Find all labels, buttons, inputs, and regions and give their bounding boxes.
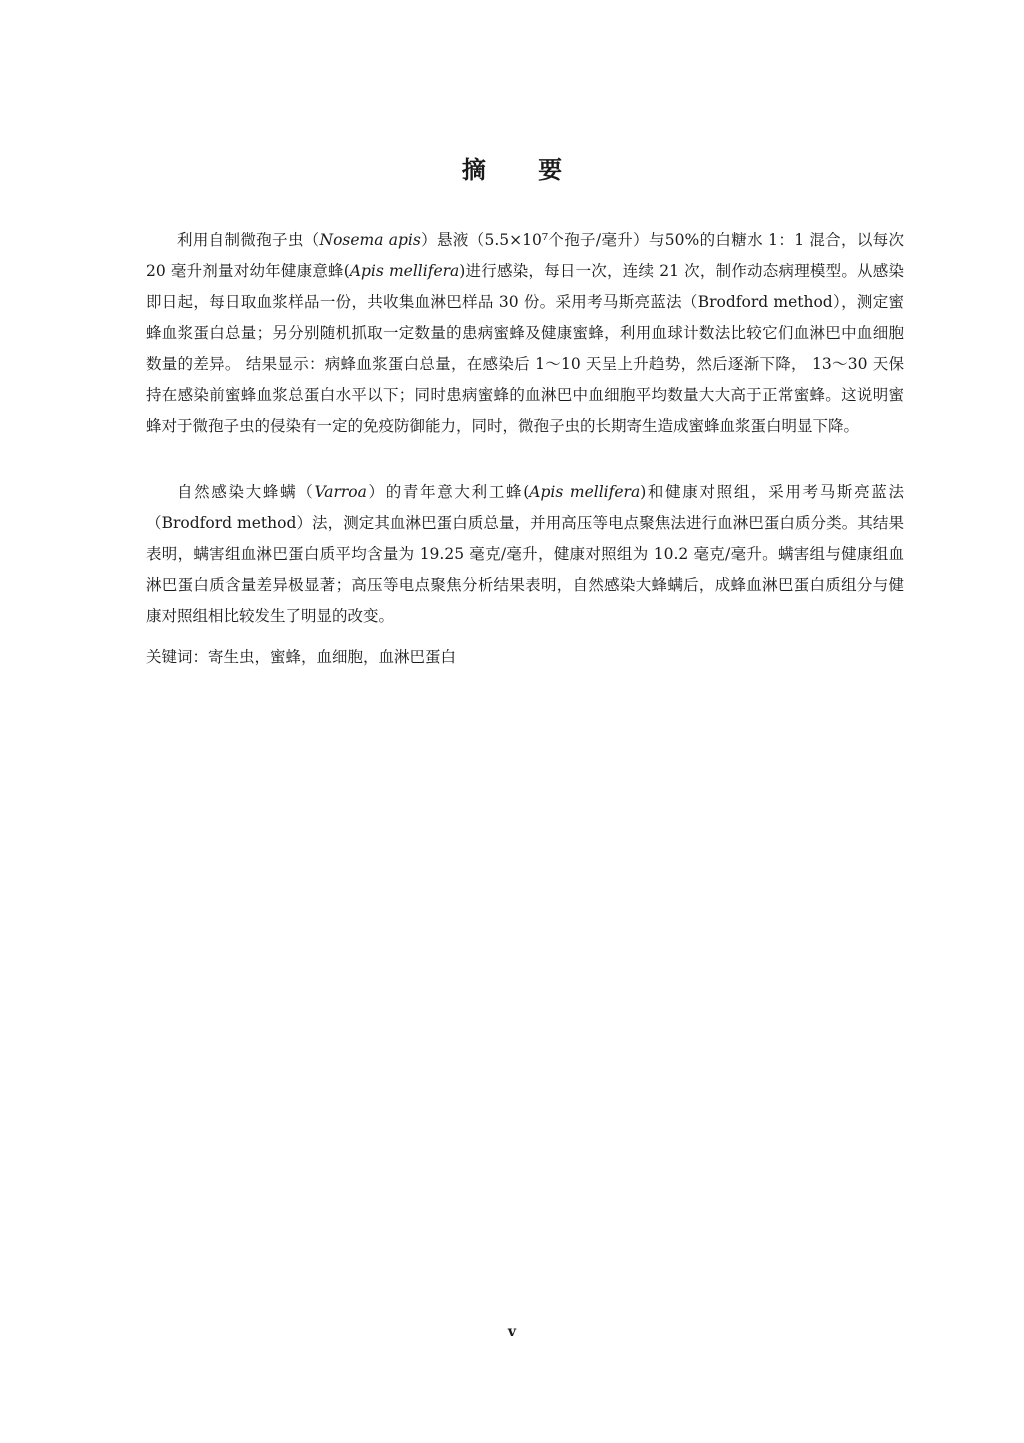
p1-text-1: 利用自制微孢子虫（: [177, 231, 320, 249]
keywords-line: 关键词：寄生虫，蜜蜂，血细胞，血淋巴蛋白: [146, 648, 457, 666]
p1-text-2: ）悬液（5.5×10⁷个孢子/毫升）与50%的白糖水 1：1 混合，以每次 20 毫升剂量对幼年健康意蜂(: [146, 231, 904, 280]
p2-text-2: ）的青年意大利工蜂(: [366, 483, 530, 501]
p1-text-3: )进行感染，每日一次，连续 21 次，制作动态病理模型。从感染即日起，每日取血浆样品一份，共收集血淋巴样品 30 份。采用考马斯亮蓝法（Brodford method），测定蜜蜂血浆蛋白总量；另分别随机抓取一定数量的患病蜜蜂及健康蜜蜂，利用血球计数法比较它们血淋巴中血细胞数量的差异。 结果显示：病蜂血浆蛋白总量，在感染后 1～10 天呈上升趋势，然后逐渐下降， 13～30 天保持在感染前蜜蜂血浆总蛋白水平以下；同时患病蜜蜂的血淋巴中血细胞平均数量大大高于正常蜜蜂。这说明蜜蜂对于微孢子虫的侵染有一定的免疫防御能力，同时，微孢子虫的长期寄生造成蜜蜂血浆蛋白明显下降。: [146, 262, 904, 435]
abstract-paragraph-2: [146, 477, 904, 632]
abstract-paragraph-1: [146, 225, 904, 442]
page-number: v: [507, 1324, 517, 1340]
p2-text-3: )和健康对照组，采用考马斯亮蓝法（Brodford method）法，测定其血淋巴蛋白质总量，并用高压等电点聚焦法进行血淋巴蛋白质分类。其结果表明，螨害组血淋巴蛋白质平均含量为 19.25 毫克/毫升，健康对照组为 10.2 毫克/毫升。螨害组与健康组血淋巴蛋白质含量差异极显著；高压等电点聚焦分析结果表明，自然感染大蜂螨后，成蜂血淋巴蛋白质组分与健康对照组相比较发生了明显的改变。: [146, 483, 904, 625]
page-title: 摘 要: [461, 156, 585, 184]
p2-species-apis: Apis mellifera: [529, 483, 641, 501]
p2-text-1: 自然感染大蜂螨（: [177, 483, 315, 501]
p1-species-apis: Apis mellifera: [349, 262, 460, 280]
p1-species-nosema: Nosema apis: [319, 231, 421, 249]
p2-species-varroa: Varroa: [314, 483, 367, 501]
